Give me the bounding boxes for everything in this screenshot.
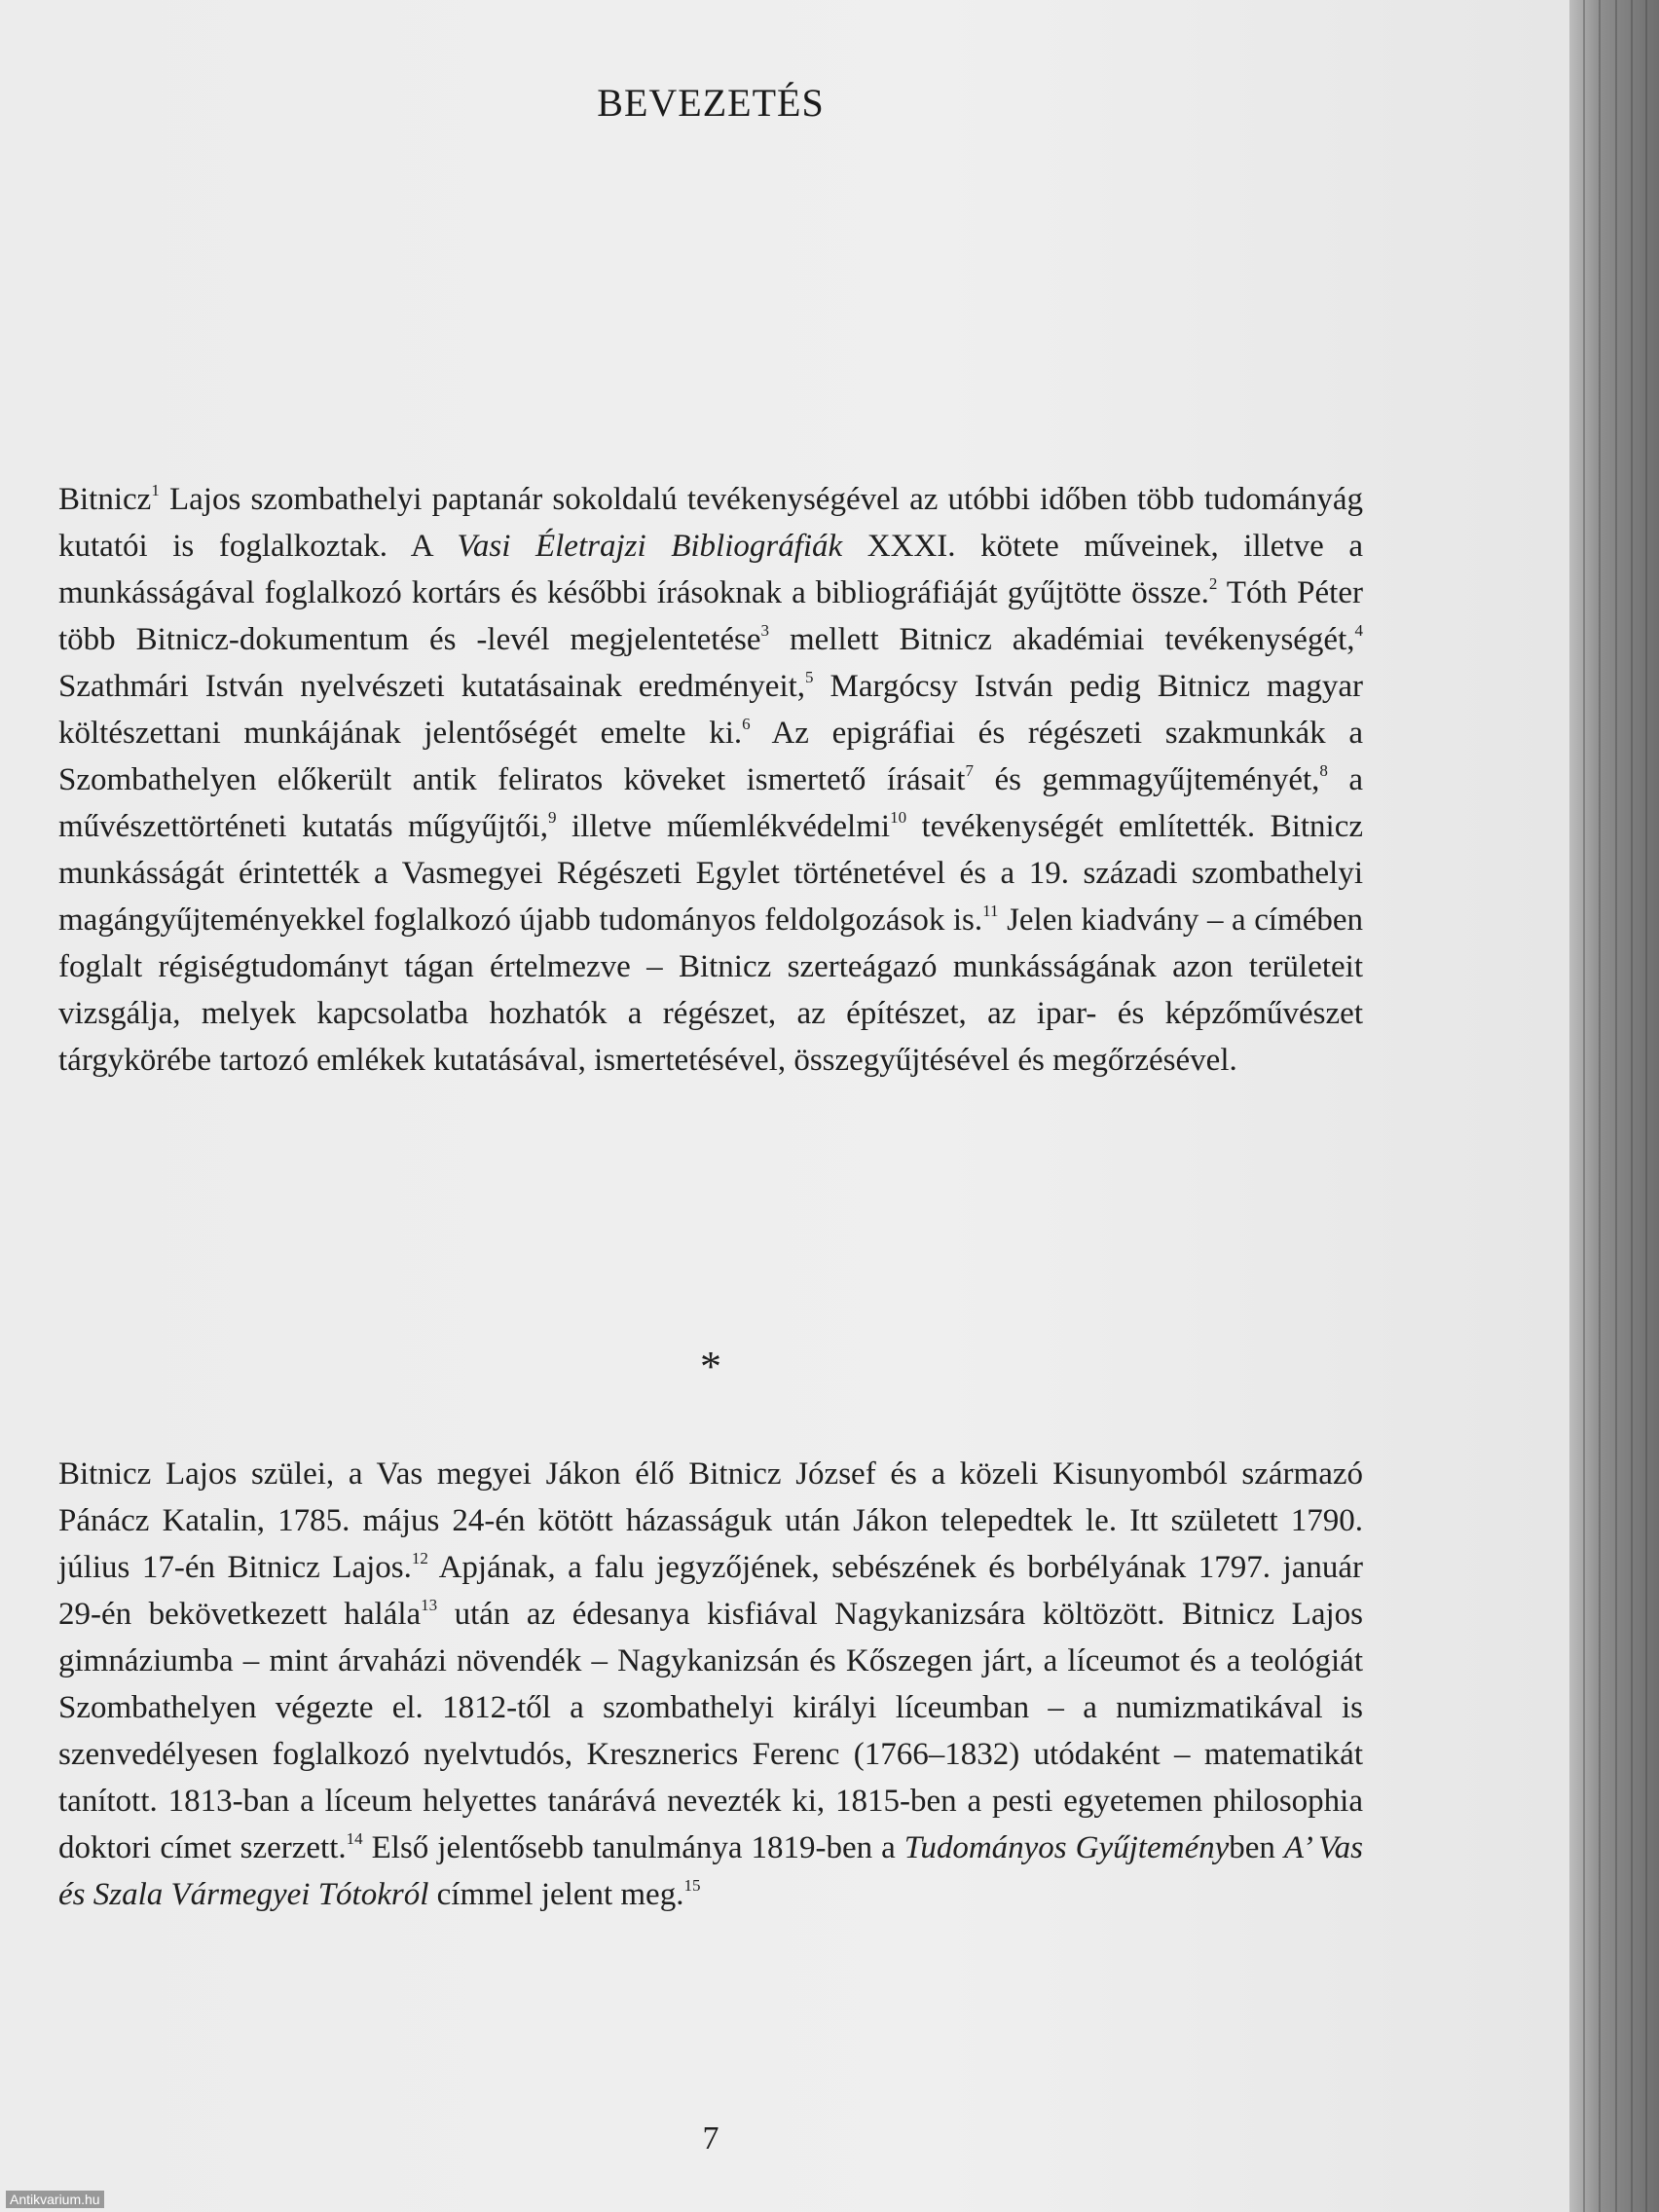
text-run: után az édesanya kisfiával Nagykanizsára költözött. Bitnicz Lajos gimnáziumba – mint árvaházi növendék – Nagykanizsán és Kőszegen járt, a líceumot és a teológiát Szombathelyen végezte el. 1812-től a szombathelyi királyi líceumban – a numizmatikával is szenvedélyesen foglalkozó nyelvtudós, Kresznerics Ferenc (1766–1832) utódaként – matematikát tanított. 1813-ban a líceum helyettes tanárává nevezték ki, 1815-ben a pesti egyetemen philosophia doktori címet szerzett. bbox=[58, 1597, 1363, 1865]
page-edge-line bbox=[1645, 0, 1647, 2212]
text-run: Jelen kiadvány – a címében foglalt régiségtudományt tágan értelmezve – Bitnicz szerteágazó munkásságának azon területeit vizsgálja, melyek kapcsolatba hozhatók a régészet, az építészet, az ipar- és képzőművészet tárgykörébe tartozó emlékek kutatásával, ismertetésével, összegyűjtésével és megőrzésével. bbox=[58, 903, 1363, 1078]
page-edge-line bbox=[1615, 0, 1617, 2212]
footnote-ref: 9 bbox=[547, 808, 557, 827]
section-separator: * bbox=[700, 1343, 721, 1390]
footnote-ref: 5 bbox=[805, 668, 814, 686]
text-run: Szathmári István nyelvészeti kutatásainak eredményeit, bbox=[58, 669, 806, 704]
italic-title: Vasi Életrajzi Bibliográfiák bbox=[457, 529, 843, 564]
footnote-ref: 10 bbox=[890, 808, 907, 827]
text-run: XXXI. kötete műveinek, illetve a munkásságával foglalkozó kortárs és későbbi írásoknak a bibliográfiáját gyűjtötte össze. bbox=[58, 529, 1363, 610]
footnote-ref: 12 bbox=[411, 1549, 428, 1567]
text-run: a művészettörténeti kutatás műgyűjtői, bbox=[58, 762, 1363, 844]
text-run: és gemmagyűjteményét, bbox=[973, 762, 1320, 797]
footnote-ref: 11 bbox=[982, 902, 999, 920]
page-title: BEVEZETÉS bbox=[597, 81, 825, 125]
text-run: címmel jelent meg. bbox=[428, 1877, 684, 1912]
text-run: illetve műemlékvédelmi bbox=[556, 809, 891, 844]
text-run: Margócsy István pedig Bitnicz magyar költészettani munkájának jelentőségét emelte ki. bbox=[58, 669, 1363, 751]
page-number: 7 bbox=[702, 2120, 719, 2157]
footnote-ref: 15 bbox=[683, 1876, 701, 1895]
footnote-ref: 7 bbox=[965, 761, 974, 780]
footnote-ref: 14 bbox=[346, 1829, 363, 1848]
footnote-ref: 13 bbox=[421, 1596, 438, 1614]
footnote-ref: 6 bbox=[742, 715, 751, 733]
page-edge-line bbox=[1583, 0, 1585, 2212]
italic-title: A’ Vas és Szala Vármegyei Tótokról bbox=[58, 1830, 1363, 1912]
page-edge-line bbox=[1599, 0, 1601, 2212]
body-paragraph-1 bbox=[58, 476, 1363, 1084]
text-run: Az epigráfiai és régészeti szakmunkák a Szombathelyen előkerült antik feliratos köveket ismertető írásait bbox=[58, 716, 1363, 797]
italic-title: Tudományos Gyűjtemény bbox=[903, 1830, 1230, 1865]
text-run: ben bbox=[1229, 1830, 1284, 1865]
page-edge-line bbox=[1631, 0, 1633, 2212]
footnote-ref: 3 bbox=[760, 621, 770, 640]
body-paragraph-2 bbox=[58, 1451, 1363, 1918]
footnote-ref: 2 bbox=[1208, 574, 1218, 593]
footnote-ref: 1 bbox=[151, 481, 160, 499]
text-run: Apjának, a falu jegyzőjének, sebészének és borbélyának 1797. január 29-én bekövetkezett halála bbox=[58, 1550, 1364, 1632]
watermark: Antikvarium.hu bbox=[6, 2191, 104, 2208]
text-run: mellett Bitnicz akadémiai tevékenységét, bbox=[769, 622, 1355, 657]
footnote-ref: 8 bbox=[1319, 761, 1328, 780]
text-run: Bitnicz Lajos szülei, a Vas megyei Jákon élő Bitnicz József és a közeli Kisunyomból származó Pánácz Katalin, 1785. május 24-én kötött házasságuk után Jákon telepedtek le. Itt született 1790. július 17-én Bitnicz Lajos. bbox=[58, 1456, 1363, 1585]
text-run: Lajos szombathelyi paptanár sokoldalú tevékenységével az utóbbi időben több tudományág kutatói is foglalkoztak. A bbox=[58, 482, 1363, 564]
footnote-ref: 4 bbox=[1354, 621, 1363, 640]
page-edge-stack bbox=[1569, 0, 1659, 2212]
text-run: Tóth Péter több Bitnicz-dokumentum és -levél megjelentetése bbox=[58, 575, 1363, 657]
text-run: tevékenységét említették. Bitnicz munkásságát érintették a Vasmegyei Régészeti Egylet történetével és a 19. századi szombathelyi magángyűjteményekkel foglalkozó újabb tudományos feldolgozások is. bbox=[58, 809, 1363, 938]
text-run: Első jelentősebb tanulmánya 1819-ben a bbox=[362, 1830, 904, 1865]
text-run: Bitnicz bbox=[58, 482, 152, 517]
